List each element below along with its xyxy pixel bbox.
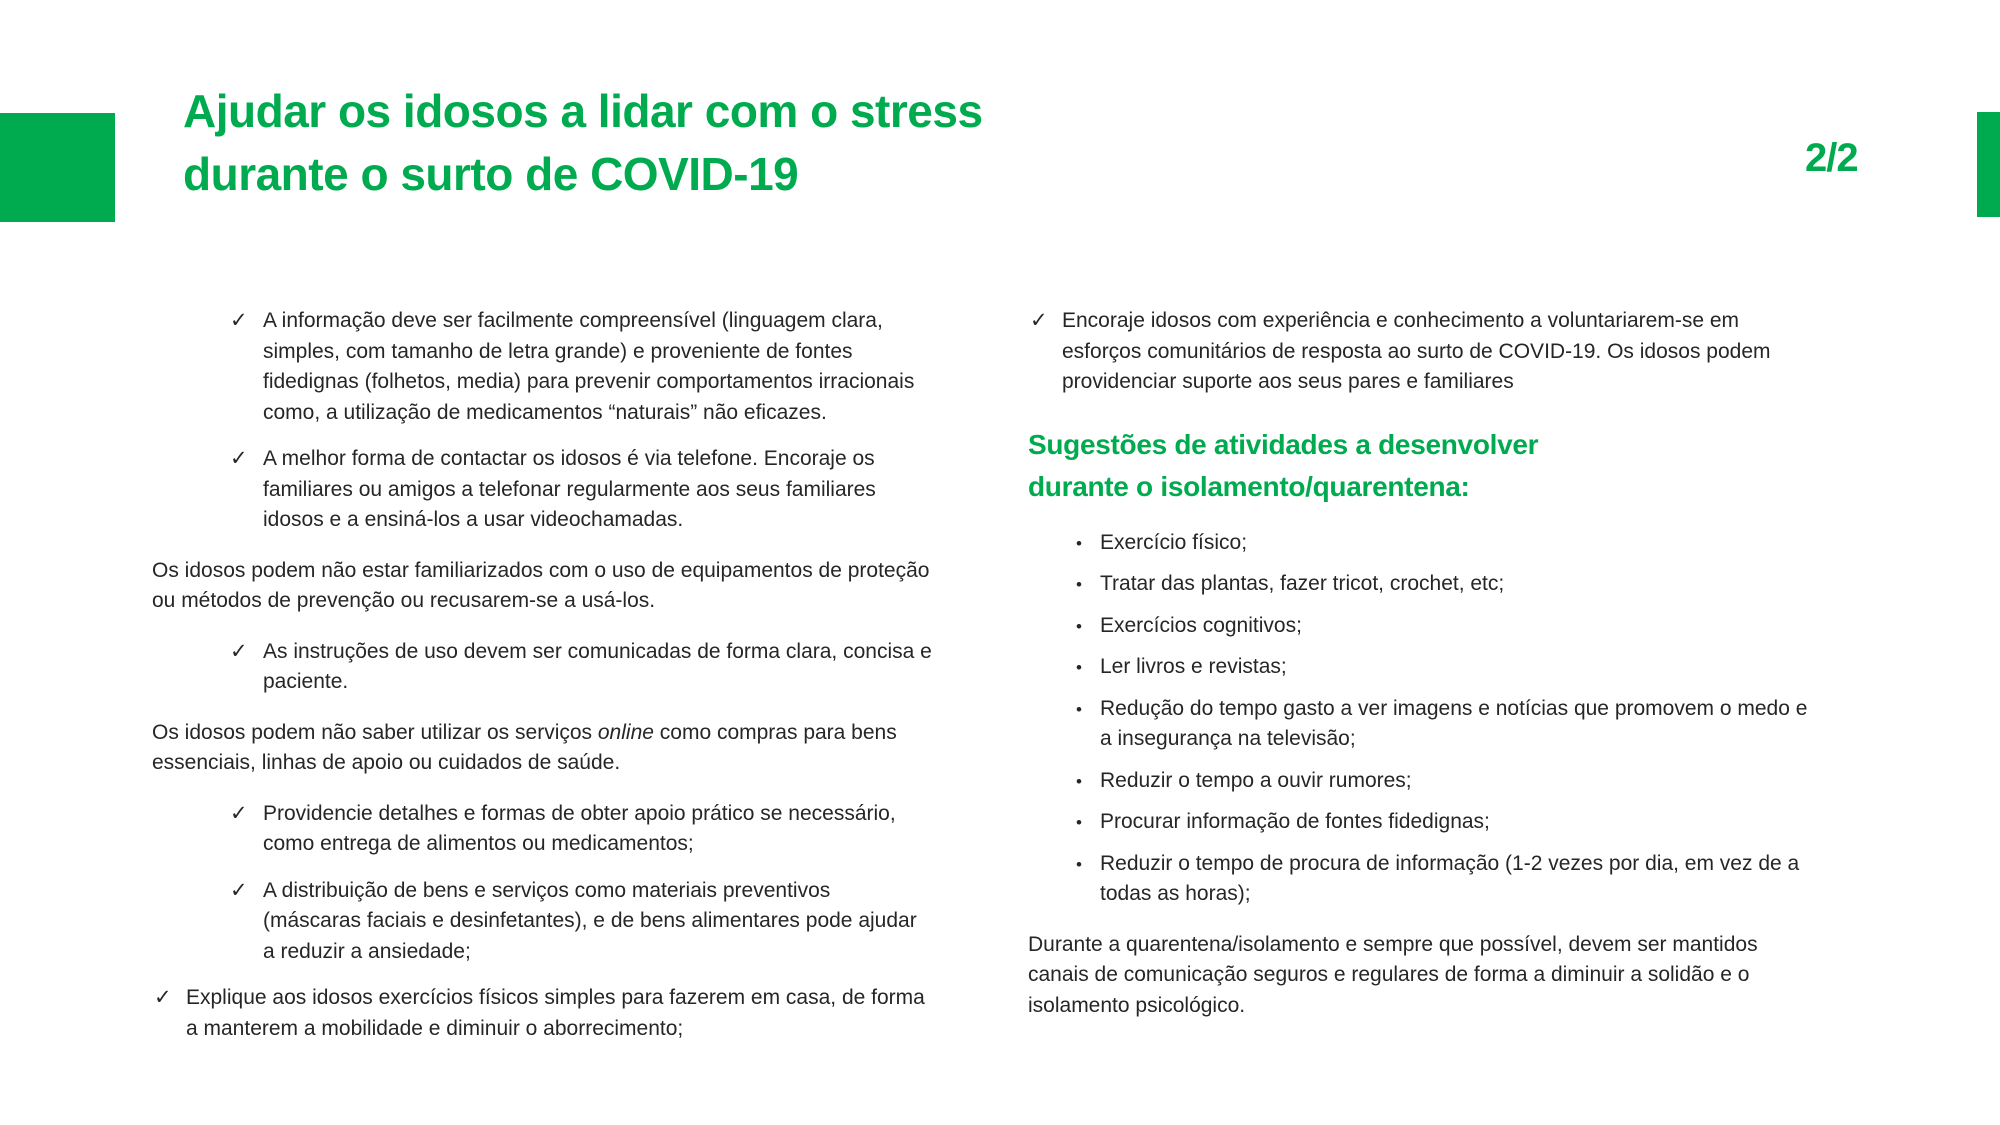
dot-bullet-icon: • xyxy=(1076,813,1082,832)
page-number: 2/2 xyxy=(1805,136,1858,180)
list-item xyxy=(1028,569,1812,600)
text-content: Explique aos idosos exercícios físicos simples para fazerem em casa, de forma a manterem a mobilidade e diminuir o aborrecimento; xyxy=(186,986,925,1040)
list-item xyxy=(1028,849,1812,910)
slide-title xyxy=(183,80,1583,206)
list-item xyxy=(1028,306,1812,398)
check-bullet-icon: ✓ xyxy=(1030,309,1048,332)
text-content: A distribuição de bens e serviços como materiais preventivos (máscaras faciais e desinfetantes), e de bens alimentares pode ajudar a reduzir a ansiedade; xyxy=(263,878,917,963)
text-content: Os idosos podem não estar familiarizados com o uso de equipamentos de proteção ou métodos de prevenção ou recusarem-se a usá-los. xyxy=(152,558,930,612)
dot-bullet-icon: • xyxy=(1076,699,1082,719)
text-content: Durante a quarentena/isolamento e sempre que possível, devem ser mantidos canais de comunicação seguros e regulares de forma a diminuir a solidão e o isolamento psicológico. xyxy=(1028,932,1758,1017)
text-content: Providencie detalhes e formas de obter apoio prático se necessário, como entrega de alimentos ou medicamentos; xyxy=(263,801,896,855)
slide-title-line1: Ajudar os idosos a lidar com o stress xyxy=(183,85,983,137)
list-item xyxy=(152,637,932,698)
dot-bullet-icon: • xyxy=(1076,854,1082,874)
text-content: Procurar informação de fontes fidedignas; xyxy=(1100,810,1490,833)
list-item xyxy=(1028,652,1812,683)
list-item xyxy=(1028,694,1812,755)
text-content: Os idosos podem não saber utilizar os serviços online como compras para bens essenciais, linhas de apoio ou cuidados de saúde. xyxy=(152,720,897,774)
check-bullet-icon: ✓ xyxy=(230,639,248,663)
check-bullet-icon: ✓ xyxy=(154,986,172,1009)
heading-line: Sugestões de atividades a desenvolver xyxy=(1028,428,1539,460)
dot-bullet-icon: • xyxy=(1076,616,1082,636)
paragraph xyxy=(152,556,932,617)
text-content: Exercício físico; xyxy=(1100,530,1248,554)
list-item xyxy=(1028,528,1812,559)
list-item xyxy=(1028,611,1812,642)
slide-title-line2: durante o surto de COVID-19 xyxy=(183,148,799,200)
paragraph xyxy=(1028,930,1812,1022)
dot-bullet-icon: • xyxy=(1076,575,1082,594)
list-item xyxy=(152,983,932,1044)
right-accent-rectangle xyxy=(1977,112,2000,217)
check-bullet-icon: ✓ xyxy=(230,447,248,470)
text-content: A melhor forma de contactar os idosos é via telefone. Encoraje os familiares ou amigos a telefonar regularmente aos seus familiares idosos e a ensiná-los a usar videochamadas. xyxy=(263,447,876,531)
check-bullet-icon: ✓ xyxy=(230,878,248,902)
right-text-column xyxy=(1028,306,1812,1041)
check-bullet-icon: ✓ xyxy=(230,801,248,825)
list-item xyxy=(1028,807,1812,838)
text-content: Exercícios cognitivos; xyxy=(1100,613,1302,637)
text-content: As instruções de uso devem ser comunicadas de forma clara, concisa e paciente. xyxy=(263,639,932,693)
text-content: Tratar das plantas, fazer tricot, crochet, etc; xyxy=(1100,572,1505,595)
check-bullet-icon: ✓ xyxy=(230,309,248,332)
text-content: Encoraje idosos com experiência e conhecimento a voluntariarem-se em esforços comunitários de resposta ao surto de COVID-19. Os idosos podem providenciar suporte aos seus pares e familiares xyxy=(1062,309,1771,393)
dot-bullet-icon: • xyxy=(1076,533,1082,553)
dot-bullet-icon: • xyxy=(1076,658,1082,677)
list-item xyxy=(1028,766,1812,797)
paragraph xyxy=(152,718,932,779)
heading-line: durante o isolamento/quarentena: xyxy=(1028,470,1470,502)
dot-bullet-icon: • xyxy=(1076,771,1082,791)
list-item xyxy=(152,799,932,860)
text-content: Reduzir o tempo a ouvir rumores; xyxy=(1100,768,1412,792)
list-item xyxy=(152,306,932,428)
left-accent-rectangle xyxy=(0,113,115,222)
text-content: Ler livros e revistas; xyxy=(1100,655,1287,678)
text-content: Redução do tempo gasto a ver imagens e notícias que promovem o medo e a insegurança na televisão; xyxy=(1100,696,1808,750)
section-heading xyxy=(1028,424,1812,508)
list-item xyxy=(152,876,932,968)
left-text-column xyxy=(152,306,932,1060)
list-item xyxy=(152,444,932,536)
text-content: A informação deve ser facilmente compreensível (linguagem clara, simples, com tamanho de letra grande) e proveniente de fontes fidedignas (folhetos, media) para prevenir comportamentos irracionais como, a utilização de medicamentos “naturais” não eficazes. xyxy=(263,309,915,424)
text-content: Reduzir o tempo de procura de informação (1-2 vezes por dia, em vez de a todas as horas); xyxy=(1100,851,1800,905)
